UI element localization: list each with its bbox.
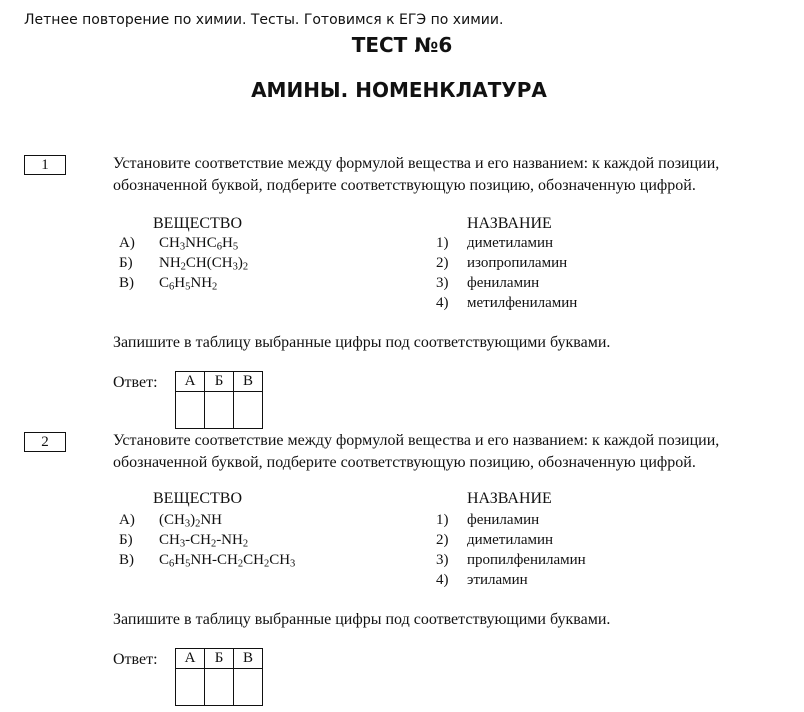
task-2 [0, 432, 804, 712]
name-label: 3) [436, 552, 449, 568]
substance-label: В) [119, 275, 134, 291]
name-label: 2) [436, 255, 449, 271]
name-row [436, 293, 577, 313]
answer-prompt: Запишите в таблицу выбранные цифры под соответствующими буквами. [113, 611, 611, 628]
substance-label: А) [119, 512, 135, 528]
document-header: Летнее повторение по химии. Тесты. Готовимся к ЕГЭ по химии. [24, 12, 504, 28]
substance-label: В) [119, 552, 134, 568]
name-label: 1) [436, 235, 449, 251]
task-1 [0, 155, 804, 435]
name-text: метилфениламин [467, 295, 578, 311]
answer-table [175, 648, 263, 706]
substance-formula: $C_6H_5NH-CH_2CH_2CH_3$ [159, 552, 296, 570]
substance-formula: $CH_3-CH_2-NH_2$ [159, 532, 249, 550]
task-question: Установите соответствие между формулой вещества и его названием: к каждой позиции, обозначенной буквой, подберите соответствующую позицию, обозначенную цифрой. [113, 155, 720, 194]
test-title: ТЕСТ №6 [351, 33, 453, 57]
name-text: фениламин [467, 512, 540, 528]
answer-column-header: А [176, 649, 205, 669]
answer-column-header: Б [205, 649, 234, 669]
name-row [436, 253, 567, 273]
name-text: изопропиламин [467, 255, 568, 271]
task-question: Установите соответствие между формулой вещества и его названием: к каждой позиции, обозначенной буквой, подберите соответствующую позицию, обозначенную цифрой. [113, 432, 720, 471]
substance-formula: $CH_3NHC_6H_5$ [159, 235, 239, 253]
substance-label: А) [119, 235, 135, 251]
name-text: фениламин [467, 275, 540, 291]
substance-row [119, 530, 248, 550]
answer-cell[interactable] [176, 669, 205, 706]
name-row [436, 273, 539, 293]
name-column-header: НАЗВАНИЕ [467, 490, 552, 507]
answer-column-header: В [234, 372, 263, 392]
name-column-header: НАЗВАНИЕ [467, 215, 552, 232]
answer-cell[interactable] [205, 392, 234, 429]
substance-formula: $(CH_3)_2NH$ [159, 512, 223, 530]
answer-cell[interactable] [205, 669, 234, 706]
task-number: 2 [24, 432, 66, 452]
answer-column-header: А [176, 372, 205, 392]
answer-column-header: Б [205, 372, 234, 392]
substance-row [119, 510, 222, 530]
name-label: 4) [436, 572, 449, 588]
name-text: пропилфениламин [467, 552, 586, 568]
substance-row [119, 273, 217, 293]
substance-formula: $C_6H_5NH_2$ [159, 275, 218, 293]
substance-row [119, 233, 238, 253]
name-row [436, 510, 539, 530]
name-label: 3) [436, 275, 449, 291]
name-row [436, 550, 586, 570]
substance-row [119, 253, 248, 273]
substance-label: Б) [119, 255, 133, 271]
name-text: этиламин [467, 572, 528, 588]
topic-title: АМИНЫ. НОМЕНКЛАТУРА [251, 78, 547, 102]
name-row [436, 233, 553, 253]
name-row [436, 530, 553, 550]
substance-formula: $NH_2CH(CH_3)_2$ [159, 255, 249, 273]
name-label: 4) [436, 295, 449, 311]
substance-column-header: ВЕЩЕСТВО [153, 490, 243, 507]
answer-column-header: В [234, 649, 263, 669]
answer-cell[interactable] [234, 392, 263, 429]
substance-label: Б) [119, 532, 133, 548]
name-text: диметиламин [467, 235, 554, 251]
substance-column-header: ВЕЩЕСТВО [153, 215, 243, 232]
answer-cell[interactable] [176, 392, 205, 429]
answer-label: Ответ: [113, 374, 158, 391]
answer-prompt: Запишите в таблицу выбранные цифры под соответствующими буквами. [113, 334, 611, 351]
substance-row [119, 550, 295, 570]
name-label: 1) [436, 512, 449, 528]
name-label: 2) [436, 532, 449, 548]
task-number: 1 [24, 155, 66, 175]
answer-cell[interactable] [234, 669, 263, 706]
name-row [436, 570, 528, 590]
answer-label: Ответ: [113, 651, 158, 668]
answer-table [175, 371, 263, 429]
name-text: диметиламин [467, 532, 554, 548]
